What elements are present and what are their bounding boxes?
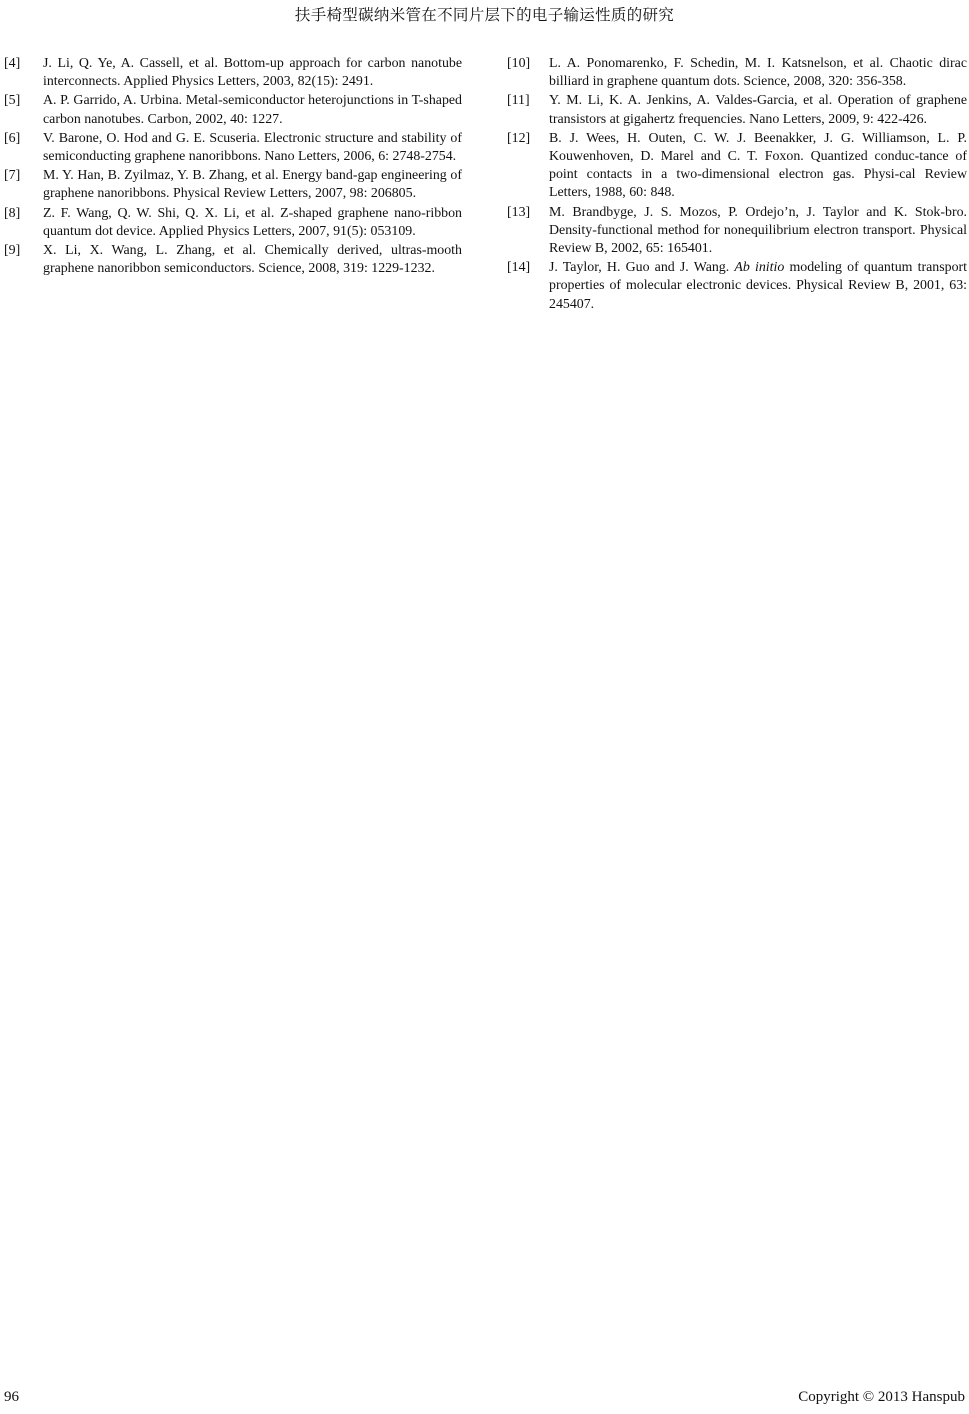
reference-text: L. A. Ponomarenko, F. Schedin, M. I. Katsnelson, et al. Chaotic dirac billiard in graphene quantum dots. Science, 2008, 320: 356-358. (549, 56, 967, 90)
reference-text: M. Brandbyge, J. S. Mozos, P. Ordejo’n, J. Taylor and K. Stok-bro. Density-functional method for nonequilibrium electron transport. Physical Review B, 2002, 65: 165401. (549, 204, 967, 257)
reference-item (4, 92, 462, 128)
reference-number: [9] (4, 243, 21, 259)
reference-number: [6] (4, 130, 21, 146)
reference-text: B. J. Wees, H. Outen, C. W. J. Beenakker, J. G. Williamson, L. P. Kouwenhoven, D. Marel and C. T. Foxon. Quantized conduc-tance of point contacts in a two-dimensional electron gas. Physi-cal Review Letters, 1988, 60: 848. (549, 130, 967, 201)
reference-text-after: modeling of quantum transport properties of molecular electronic devices. Physical Review B, 2001, 63: 245407. (549, 260, 968, 312)
reference-number: [13] (507, 204, 531, 220)
reference-text: A. P. Garrido, A. Urbina. Metal-semiconductor heterojunctions in T-shaped carbon nanotubes. Carbon, 2002, 40: 1227. (43, 93, 462, 127)
reference-text: X. Li, X. Wang, L. Zhang, et al. Chemically derived, ultras-mooth graphene nanoribbon semiconductors. Science, 2008, 319: 1229-1232. (43, 243, 462, 277)
references-right-column (507, 55, 967, 315)
reference-text: Z. F. Wang, Q. W. Shi, Q. X. Li, et al. Z-shaped graphene nano-ribbon quantum dot device. Applied Physics Letters, 2007, 91(5): 053109. (43, 205, 462, 239)
reference-item (4, 205, 462, 241)
reference-item (507, 92, 967, 128)
reference-text: V. Barone, O. Hod and G. E. Scuseria. Electronic structure and stability of semiconducting graphene nanoribbons. Nano Letters, 2006, 6: 2748-2754. (43, 130, 462, 165)
reference-text (549, 259, 967, 314)
reference-item (4, 130, 462, 166)
page-number: 96 (4, 1389, 19, 1405)
reference-number: [11] (507, 93, 530, 109)
reference-text-italic: Ab initio (734, 260, 785, 276)
reference-item (507, 204, 967, 259)
reference-item (4, 167, 462, 203)
reference-item (507, 259, 967, 314)
reference-text: M. Y. Han, B. Zyilmaz, Y. B. Zhang, et al. Energy band-gap engineering of graphene nanoribbons. Physical Review Letters, 2007, 98: 206805. (43, 168, 462, 202)
reference-text-before: J. Taylor, H. Guo and J. Wang. (549, 260, 735, 276)
reference-number: [8] (4, 205, 21, 221)
copyright-notice: Copyright © 2013 Hanspub (798, 1389, 965, 1405)
reference-number: [12] (507, 130, 531, 146)
reference-number: [14] (507, 260, 531, 276)
reference-number: [10] (507, 56, 531, 71)
reference-item (507, 130, 967, 203)
reference-text: J. Li, Q. Ye, A. Cassell, et al. Bottom-up approach for carbon nanotube interconnects. Applied Physics Letters, 2003, 82(15): 2491. (43, 56, 462, 90)
references-left-column (4, 55, 462, 279)
reference-number: [5] (4, 93, 21, 109)
running-header: 扶手椅型碳纳米管在不同片层下的电子输运性质的研究 (294, 6, 675, 24)
reference-number: [7] (4, 168, 21, 184)
reference-item (4, 242, 462, 278)
reference-text: Y. M. Li, K. A. Jenkins, A. Valdes-Garcia, et al. Operation of graphene transistors at gigahertz frequencies. Nano Letters, 2009, 9: 422-426. (549, 93, 967, 127)
reference-number: [4] (4, 56, 21, 71)
reference-item (4, 55, 462, 91)
reference-item (507, 55, 967, 91)
